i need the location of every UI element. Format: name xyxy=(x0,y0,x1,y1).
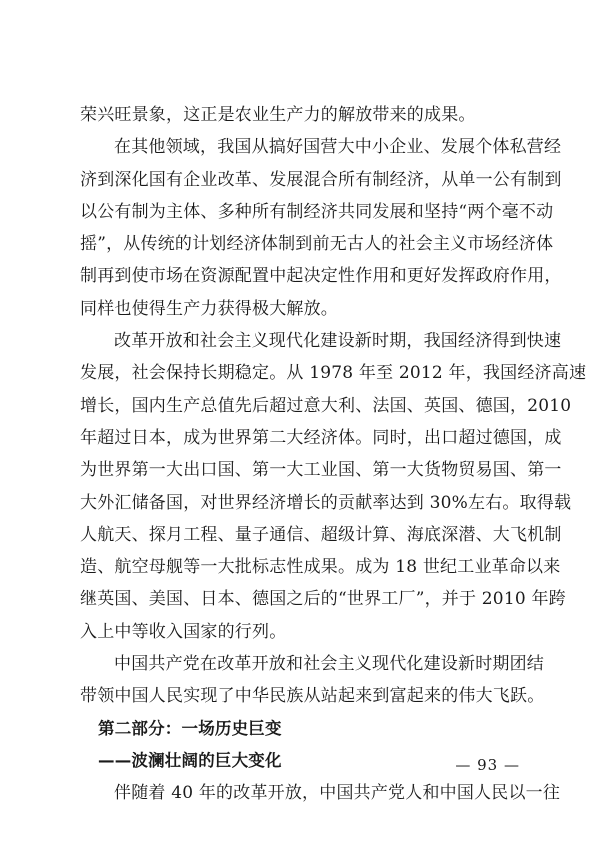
paragraph-line: 入上中等收入国家的行列。 xyxy=(80,621,287,642)
paragraph-line: 在其他领域，我国从搞好国营大中小企业、发展个体私营经 xyxy=(114,137,562,158)
paragraph-line: 伴随着 40 年的改革开放，中国共产党人和中国人民以一往 xyxy=(114,783,561,804)
paragraph-line: 继英国、美国、日本、德国之后的“世界工厂”，并于 2010 年跨 xyxy=(80,589,566,610)
paragraph-line: 大外汇储备国，对世界经济增长的贡献率达到 30%左右。取得载 xyxy=(80,492,572,513)
paragraph-line: 年超过日本，成为世界第二大经济体。同时，出口超过德国，成 xyxy=(80,427,562,448)
paragraph-line: 发展，社会保持长期稳定。从 1978 年至 2012 年，我国经济高速 xyxy=(80,363,587,384)
section-subtitle: ——波澜壮阔的巨大变化 xyxy=(98,750,282,770)
paragraph-line: 摇”，从传统的计划经济体制到前无古人的社会主义市场经济体 xyxy=(80,234,554,255)
section-title: 第二部分：一场历史巨变 xyxy=(98,718,282,738)
paragraph-line: 改革开放和社会主义现代化建设新时期，我国经济得到快速 xyxy=(114,331,562,352)
paragraph-line: 制再到使市场在资源配置中起决定性作用和更好发挥政府作用， xyxy=(80,266,562,287)
page-number: — 93 — xyxy=(455,756,520,774)
paragraph-line: 同样也使得生产力获得极大解放。 xyxy=(80,298,338,319)
body-text xyxy=(80,99,587,810)
paragraph-line: 增长，国内生产总值先后超过意大利、法国、英国、德国，2010 xyxy=(80,395,572,416)
paragraph-line: 为世界第一大出口国、第一大工业国、第一大货物贸易国、第一 xyxy=(80,460,562,481)
paragraph-line: 人航天、探月工程、量子通信、超级计算、海底深潜、大飞机制 xyxy=(80,524,562,545)
paragraph-line: 荣兴旺景象，这正是农业生产力的解放带来的成果。 xyxy=(80,105,476,125)
paragraph-line: 济到深化国有企业改革、发展混合所有制经济，从单一公有制到 xyxy=(80,169,562,190)
paragraph-line: 带领中国人民实现了中华民族从站起来到富起来的伟大飞跃。 xyxy=(80,686,545,707)
paragraph-line: 造、航空母舰等一大批标志性成果。成为 18 世纪工业革命以来 xyxy=(80,557,561,578)
paragraph-line: 中国共产党在改革开放和社会主义现代化建设新时期团结 xyxy=(114,654,544,675)
paragraph-line: 以公有制为主体、多种所有制经济共同发展和坚持“两个毫不动 xyxy=(80,201,554,222)
